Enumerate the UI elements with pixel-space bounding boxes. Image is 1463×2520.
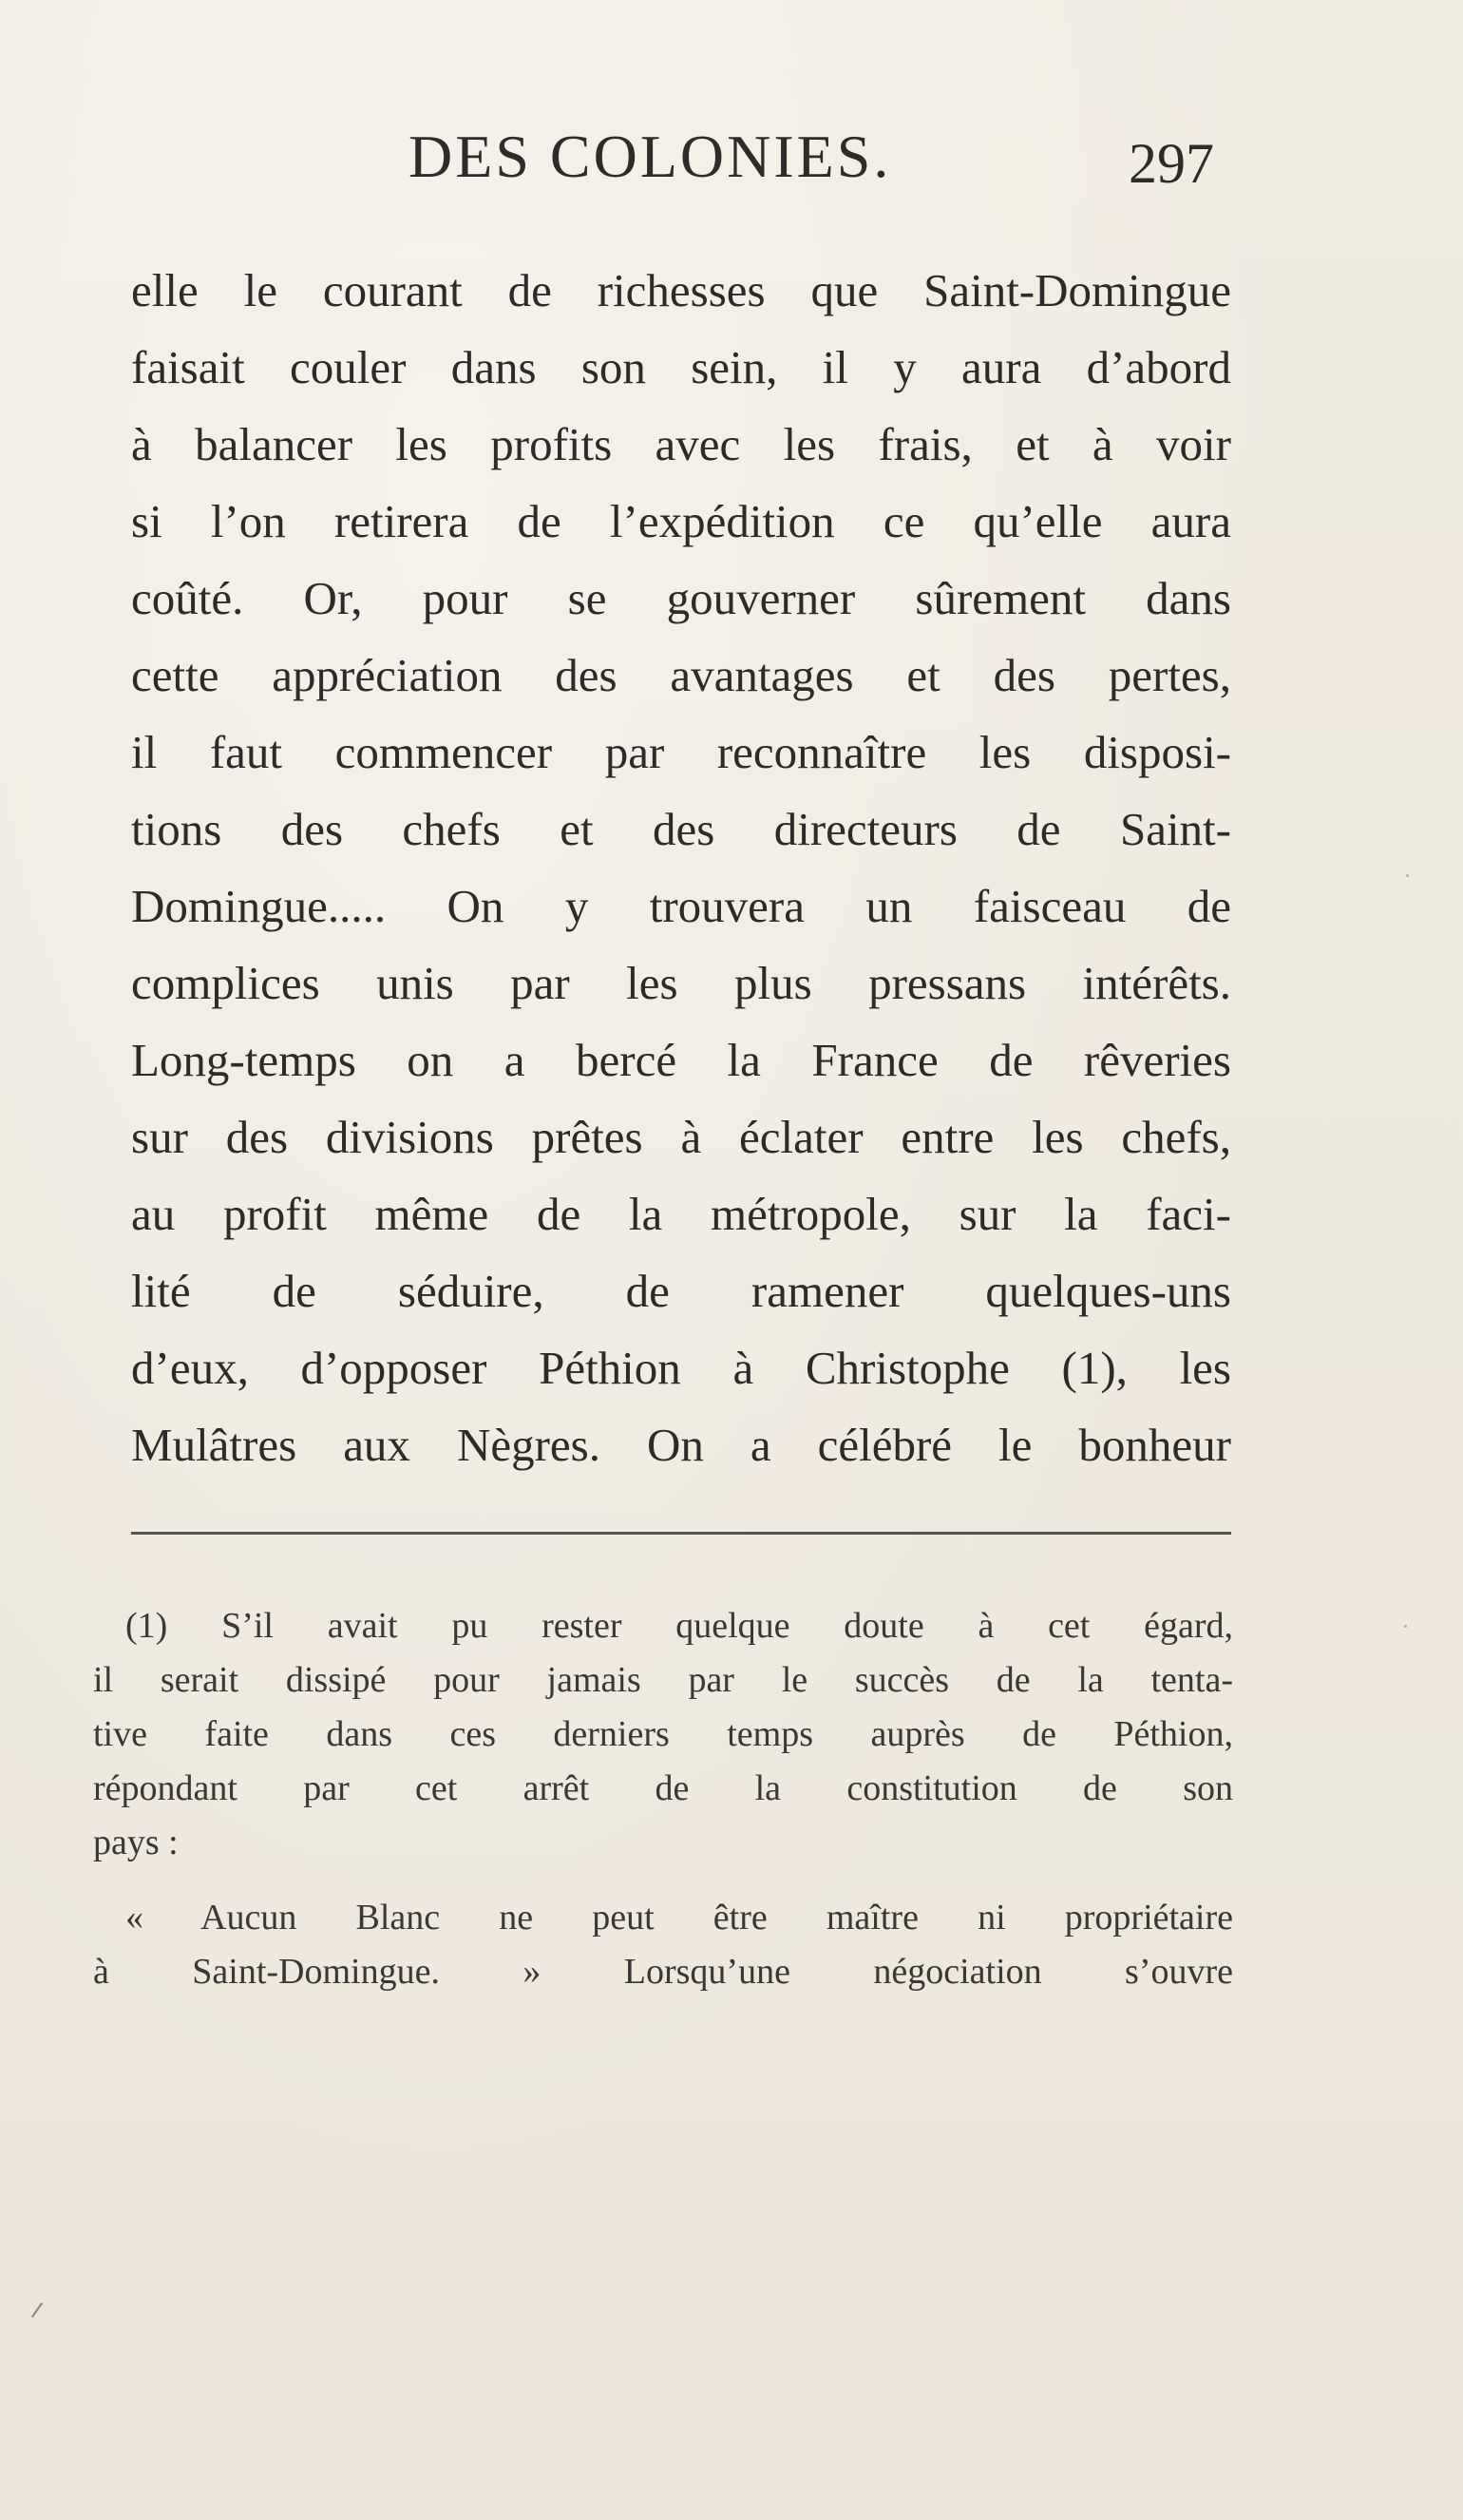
footnote <box>93 1599 1233 1999</box>
body-line: d’eux, d’opposer Péthion à Christophe (1), les <box>131 1342 1231 1394</box>
body-line: cette appréciation des avantages et des pertes, <box>131 649 1231 701</box>
paper-speck <box>1406 874 1409 877</box>
body-line: au profit même de la métropole, sur la faci- <box>131 1188 1231 1240</box>
body-line: faisait couler dans son sein, il y aura d’abord <box>131 341 1231 393</box>
body-line: à balancer les profits avec les frais, et à voir <box>131 418 1231 470</box>
body-line: il faut commencer par reconnaître les disposi- <box>131 726 1231 778</box>
page-number: 297 <box>1129 132 1214 195</box>
page-header <box>0 122 1463 198</box>
footnote-line: (1) S’il avait pu rester quelque doute à cet égard, <box>125 1606 1233 1646</box>
body-text <box>131 252 1231 1483</box>
footnote-line: répondant par cet arrêt de la constitution de son <box>93 1768 1233 1808</box>
footnote-separator-rule <box>131 1532 1231 1535</box>
footnote-line: tive faite dans ces derniers temps auprès de Péthion, <box>93 1714 1233 1754</box>
body-line: Mulâtres aux Nègres. On a célébré le bonheur <box>131 1419 1231 1471</box>
body-line: Long-temps on a bercé la France de rêveries <box>131 1034 1231 1086</box>
body-line: complices unis par les plus pressans intérêts. <box>131 957 1231 1009</box>
footnote-line: pays : <box>93 1823 179 1862</box>
paper-speck <box>1404 1625 1407 1628</box>
body-line: lité de séduire, de ramener quelques-uns <box>131 1265 1231 1317</box>
footnote-quote-line: à Saint-Domingue. » Lorsqu’une négociation s’ouvre <box>93 1952 1233 1992</box>
body-line: si l’on retirera de l’expédition ce qu’elle aura <box>131 495 1231 547</box>
margin-pencil-mark <box>31 2302 43 2318</box>
body-line: Domingue..... On y trouvera un faisceau de <box>131 880 1231 932</box>
body-line: coûté. Or, pour se gouverner sûrement dans <box>131 572 1231 624</box>
body-line: sur des divisions prêtes à éclater entre les chefs, <box>131 1111 1231 1163</box>
footnote-line: il serait dissipé pour jamais par le succès de la tenta- <box>93 1660 1233 1700</box>
body-line: elle le courant de richesses que Saint-Domingue <box>131 264 1231 316</box>
footnote-quote-line: « Aucun Blanc ne peut être maître ni propriétaire <box>125 1898 1233 1938</box>
running-title: DES COLONIES. <box>408 123 892 190</box>
body-line: tions des chefs et des directeurs de Saint- <box>131 803 1231 855</box>
